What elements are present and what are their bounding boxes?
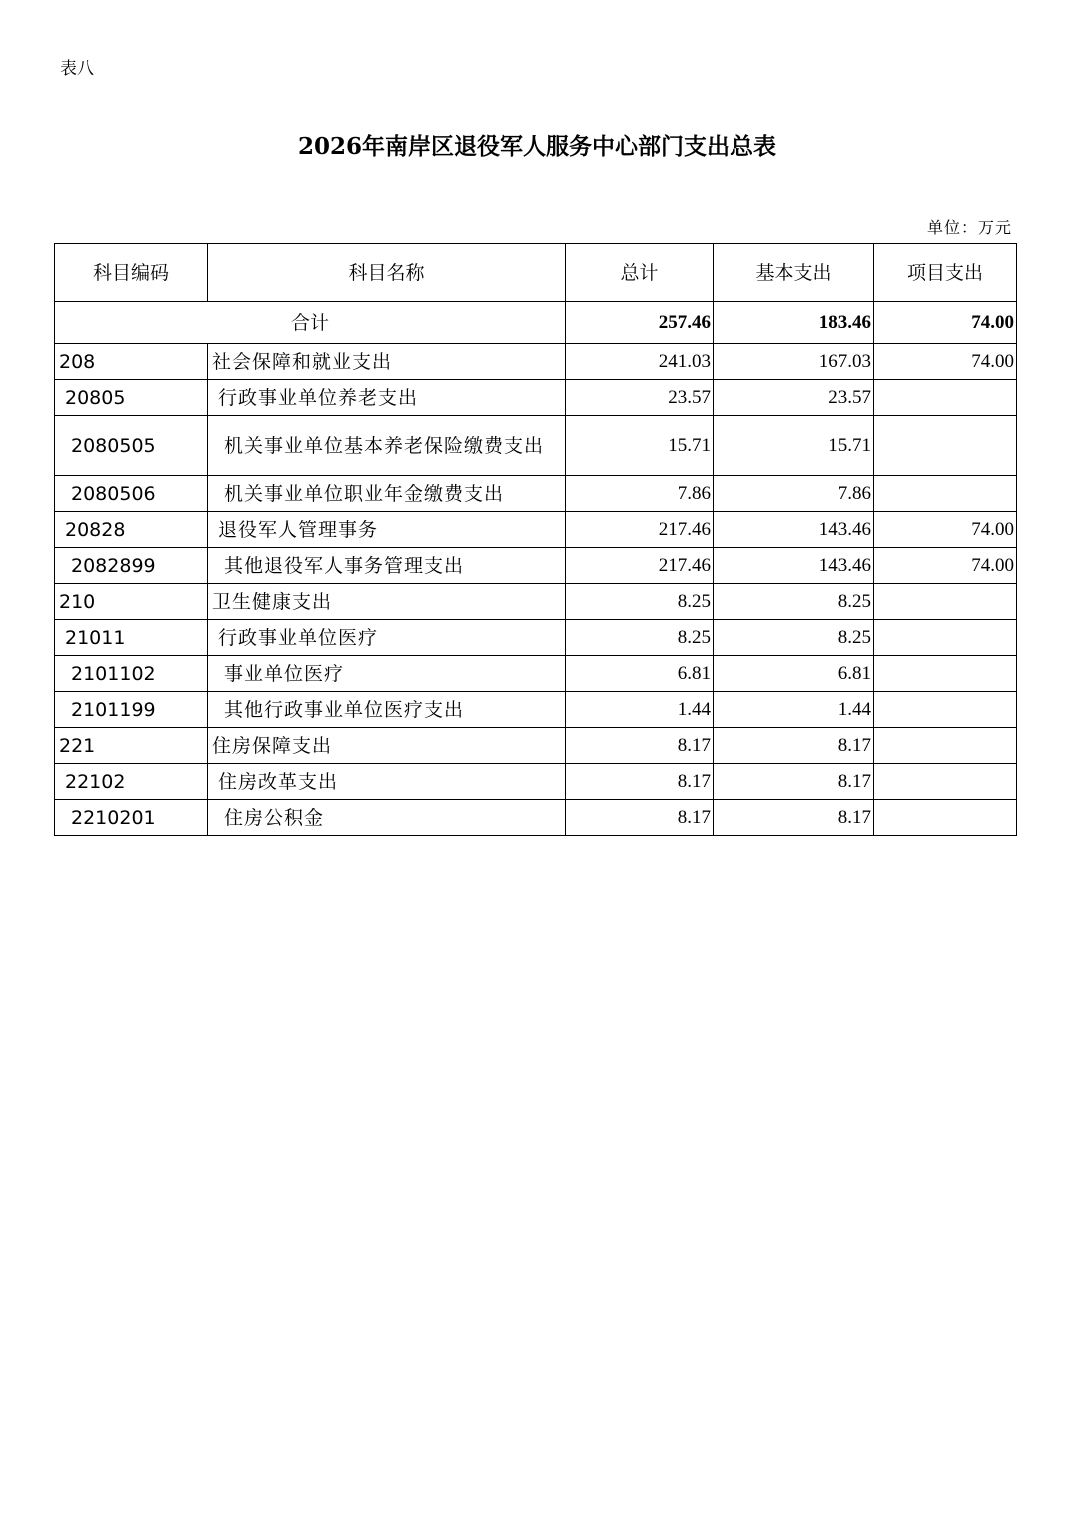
row-name: 住房公积金: [208, 800, 566, 836]
table-header-row: [55, 244, 1017, 302]
row-code: 2082899: [55, 548, 208, 584]
table-row: [55, 800, 1017, 836]
row-code: 20828: [55, 512, 208, 548]
row-code: 2101199: [55, 692, 208, 728]
column-header-total: 总计: [566, 244, 714, 302]
row-name: 其他退役军人事务管理支出: [208, 548, 566, 584]
row-project: [874, 620, 1017, 656]
row-basic: 23.57: [714, 380, 874, 416]
row-basic: 6.81: [714, 656, 874, 692]
row-total: 23.57: [566, 380, 714, 416]
row-code: 21011: [55, 620, 208, 656]
table-row: [55, 692, 1017, 728]
total-row: [55, 302, 1017, 344]
row-project: [874, 476, 1017, 512]
row-total: 8.17: [566, 800, 714, 836]
row-basic: 167.03: [714, 344, 874, 380]
table-row: [55, 620, 1017, 656]
row-basic: 8.17: [714, 800, 874, 836]
row-project: 74.00: [874, 548, 1017, 584]
row-name: 机关事业单位职业年金缴费支出: [208, 476, 566, 512]
row-project: [874, 764, 1017, 800]
table-number-label: 表八: [60, 59, 94, 79]
column-header-project: 项目支出: [874, 244, 1017, 302]
row-project: [874, 656, 1017, 692]
row-code: 2101102: [55, 656, 208, 692]
row-project: 74.00: [874, 512, 1017, 548]
row-code: 2210201: [55, 800, 208, 836]
row-project: [874, 584, 1017, 620]
row-code: 20805: [55, 380, 208, 416]
row-name: 退役军人管理事务: [208, 512, 566, 548]
row-name: 社会保障和就业支出: [208, 344, 566, 380]
total-basic: 183.46: [714, 302, 874, 344]
table-row: [55, 416, 1017, 476]
row-total: 217.46: [566, 512, 714, 548]
row-name: 卫生健康支出: [208, 584, 566, 620]
table-row: [55, 764, 1017, 800]
expenditure-table: [54, 243, 1017, 836]
table-row: [55, 476, 1017, 512]
total-project: 74.00: [874, 302, 1017, 344]
row-code: 208: [55, 344, 208, 380]
row-code: 210: [55, 584, 208, 620]
column-header-basic: 基本支出: [714, 244, 874, 302]
row-basic: 143.46: [714, 512, 874, 548]
row-basic: 8.17: [714, 728, 874, 764]
row-basic: 1.44: [714, 692, 874, 728]
row-code: 221: [55, 728, 208, 764]
row-project: [874, 728, 1017, 764]
total-sum: 257.46: [566, 302, 714, 344]
row-name: 其他行政事业单位医疗支出: [208, 692, 566, 728]
row-total: 6.81: [566, 656, 714, 692]
row-total: 1.44: [566, 692, 714, 728]
row-total: 8.17: [566, 728, 714, 764]
row-basic: 8.25: [714, 620, 874, 656]
column-header-name: 科目名称: [208, 244, 566, 302]
total-label: 合计: [55, 302, 566, 344]
row-total: 15.71: [566, 416, 714, 476]
table-row: [55, 380, 1017, 416]
row-name: 行政事业单位医疗: [208, 620, 566, 656]
row-basic: 7.86: [714, 476, 874, 512]
row-code: 2080505: [55, 416, 208, 476]
row-name: 住房改革支出: [208, 764, 566, 800]
unit-label: 单位：万元: [926, 218, 1012, 237]
row-project: [874, 800, 1017, 836]
row-project: [874, 416, 1017, 476]
row-basic: 15.71: [714, 416, 874, 476]
row-total: 241.03: [566, 344, 714, 380]
page-title: 2026年南岸区退役军人服务中心部门支出总表: [297, 133, 776, 160]
row-basic: 8.25: [714, 584, 874, 620]
table-row: [55, 728, 1017, 764]
table-row: [55, 512, 1017, 548]
row-name: 机关事业单位基本养老保险缴费支出: [208, 416, 566, 476]
row-code: 2080506: [55, 476, 208, 512]
table-row: [55, 548, 1017, 584]
row-project: [874, 692, 1017, 728]
column-header-code: 科目编码: [55, 244, 208, 302]
table-row: [55, 344, 1017, 380]
row-name: 住房保障支出: [208, 728, 566, 764]
row-name: 事业单位医疗: [208, 656, 566, 692]
row-total: 7.86: [566, 476, 714, 512]
row-total: 217.46: [566, 548, 714, 584]
table-row: [55, 656, 1017, 692]
row-project: [874, 380, 1017, 416]
row-total: 8.25: [566, 620, 714, 656]
row-basic: 8.17: [714, 764, 874, 800]
table-row: [55, 584, 1017, 620]
row-total: 8.17: [566, 764, 714, 800]
row-basic: 143.46: [714, 548, 874, 584]
row-name: 行政事业单位养老支出: [208, 380, 566, 416]
row-total: 8.25: [566, 584, 714, 620]
row-code: 22102: [55, 764, 208, 800]
row-project: 74.00: [874, 344, 1017, 380]
